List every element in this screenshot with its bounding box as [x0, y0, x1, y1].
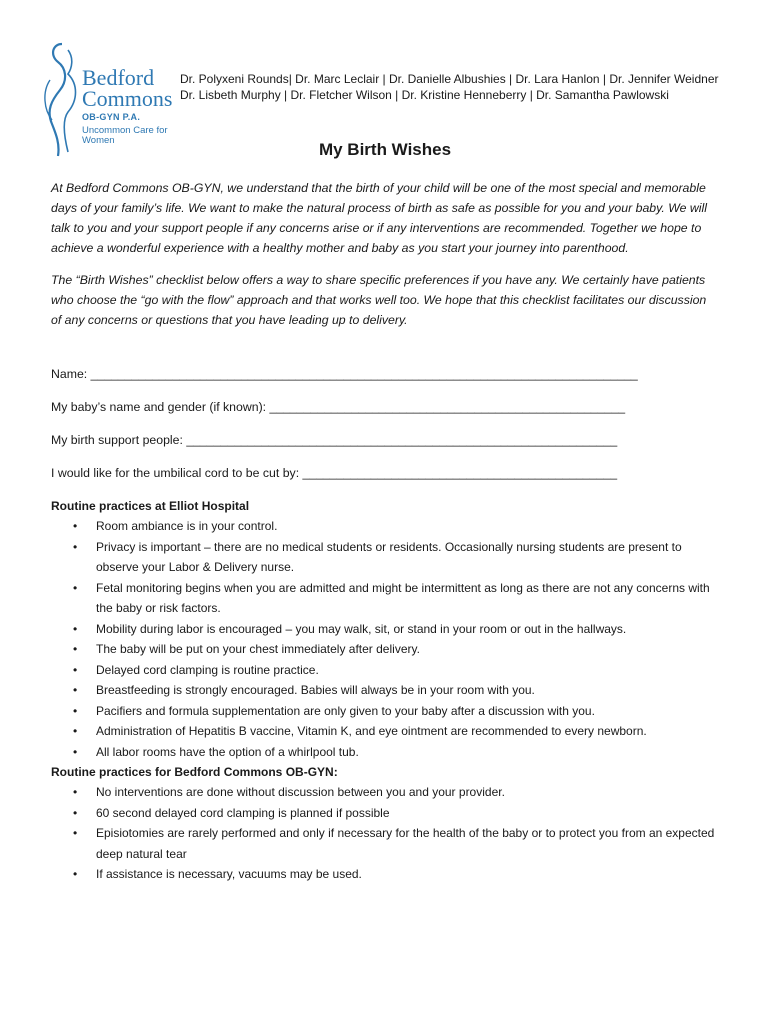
support-people-field[interactable]: My birth support people: _______________________________________________________________: [51, 433, 618, 447]
list-item: • No interventions are done without discussion between you and your provider.: [51, 782, 721, 803]
page-title: My Birth Wishes: [318, 140, 452, 159]
logo-text-obgyn: OB-GYN P.A.: [82, 112, 141, 122]
form-fields: [51, 364, 638, 496]
section-title-bedford: Routine practices for Bedford Commons OB-GYN:: [51, 765, 338, 779]
intro-text: [51, 178, 711, 342]
list-item: • Mobility during labor is encouraged – you may walk, sit, or stand in your room or out in the hallways.: [51, 619, 721, 640]
routine-practices: [51, 496, 721, 885]
list-item: • Room ambiance is in your control.: [51, 516, 721, 537]
list-item: • If assistance is necessary, vacuums may be used.: [51, 864, 721, 885]
list-item: • Episiotomies are rarely performed and only if necessary for the health of the baby or to protect you from an expected deep natural tear: [51, 823, 721, 864]
list-item: • The baby will be put on your chest immediately after delivery.: [51, 639, 721, 660]
list-item: • 60 second delayed cord clamping is planned if possible: [51, 803, 721, 824]
logo-text-bedford: Bedford: [82, 65, 155, 90]
bedford-practices-list: [51, 782, 721, 885]
umbilical-cord-cutter-field[interactable]: I would like for the umbilical cord to be cut by: ______________________________________________: [51, 466, 618, 480]
elliot-practices-list: [51, 516, 721, 762]
baby-name-gender-field[interactable]: My baby’s name and gender (if known): ____________________________________________________: [51, 400, 626, 414]
list-item: • All labor rooms have the option of a whirlpool tub.: [51, 742, 721, 763]
intro-paragraph-2: The “Birth Wishes” checklist below offers a way to share specific preferences if you have any. We certainly have patients who choose the “go with the flow” approach and that works well too. We hope that this checklist facilitates our discussion of any concerns or questions that you have leading up to delivery.: [51, 273, 707, 327]
list-item: • Pacifiers and formula supplementation are only given to your baby after a discussion with you.: [51, 701, 721, 722]
intro-paragraph-1: At Bedford Commons OB-GYN, we understand that the birth of your child will be one of the most special and memorable days of your family’s life. We want to make the natural process of birth as safe as possible for you and your baby. We will talk to you and your support people if any concerns arise or if any interventions are recommended. Together we hope to achieve a wonderful experience with a healthy mother and baby as you start your journey into parenthood.: [51, 181, 707, 255]
logo-text-commons: Commons: [82, 86, 173, 111]
list-item: • Fetal monitoring begins when you are admitted and might be intermittent as long as there are not any concerns with the baby or risk factors.: [51, 578, 721, 619]
list-item: • Administration of Hepatitis B vaccine, Vitamin K, and eye ointment are recommended to every newborn.: [51, 721, 721, 742]
doctor-list-line-1: Dr. Polyxeni Rounds| Dr. Marc Leclair | Dr. Danielle Albushies | Dr. Lara Hanlon | Dr. Jennifer Weidner: [180, 72, 719, 86]
list-item: • Breastfeeding is strongly encouraged. Babies will always be in your room with you.: [51, 680, 721, 701]
doctor-list: [180, 72, 718, 103]
name-field[interactable]: Name: ________________________________________________________________________________: [51, 367, 638, 381]
list-item: • Delayed cord clamping is routine practice.: [51, 660, 721, 681]
section-title-elliot: Routine practices at Elliot Hospital: [51, 499, 250, 513]
doctor-list-line-2: Dr. Lisbeth Murphy | Dr. Fletcher Wilson | Dr. Kristine Henneberry | Dr. Samantha Pawlowski: [180, 87, 669, 102]
list-item: • Privacy is important – there are no medical students or residents. Occasionally nursing students are present to observe your Labor & Delivery nurse.: [51, 537, 721, 578]
logo-tagline: Uncommon Care for Women: [82, 125, 168, 146]
